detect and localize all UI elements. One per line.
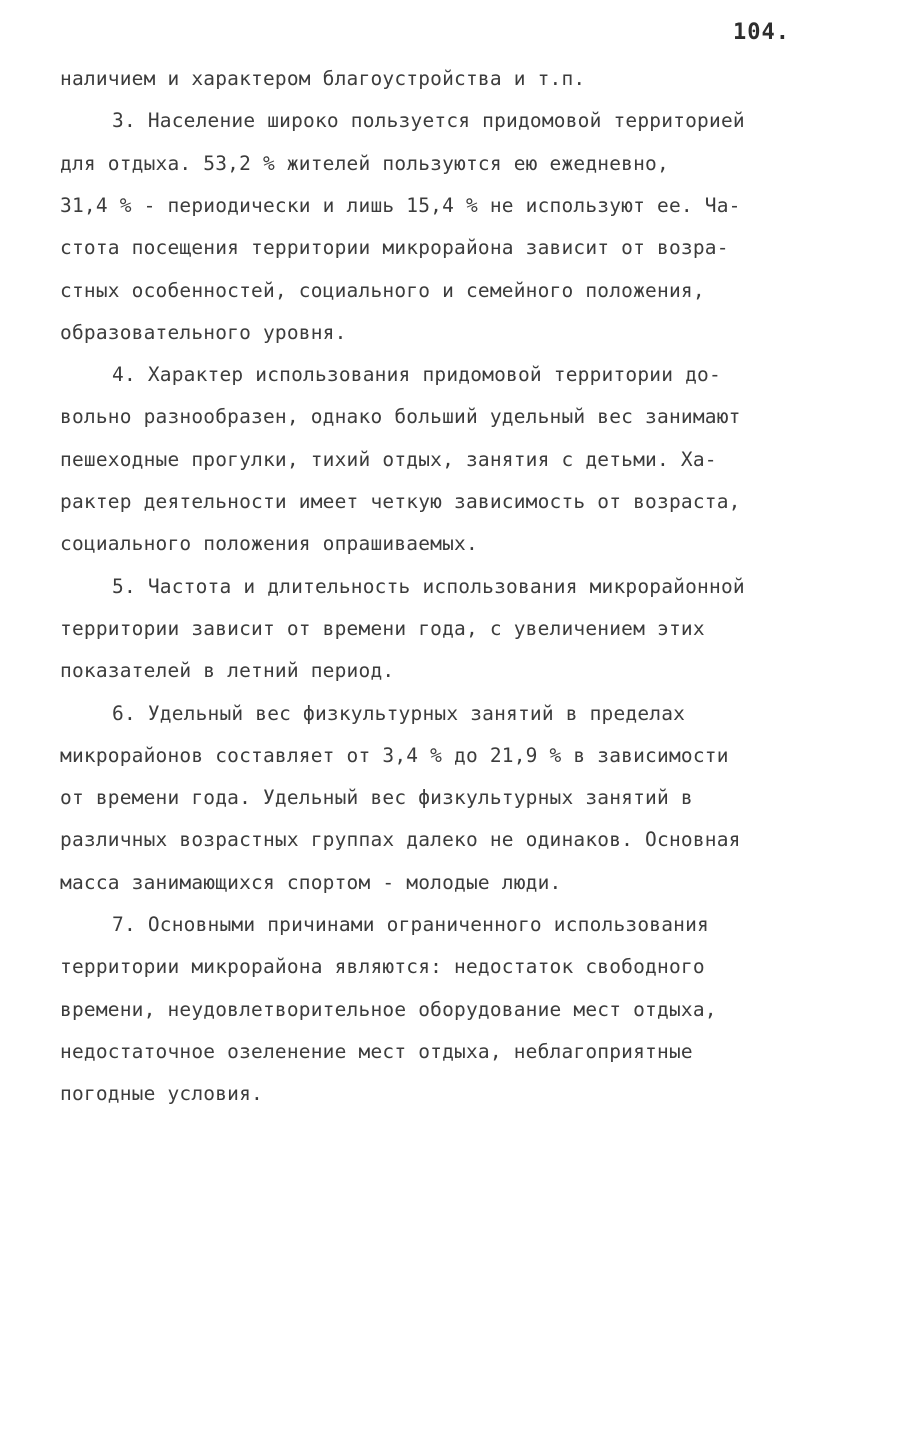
text-line: различных возрастных группах далеко не одинаков. Основная	[60, 828, 741, 852]
text-line: вольно разнообразен, однако больший удельный вес занимают	[60, 405, 741, 429]
text-line: стных особенностей, социального и семейного положения,	[60, 278, 705, 302]
text-line: 5. Частота и длительность использования микрорайонной	[112, 574, 745, 598]
text-line: погодные условия.	[60, 1082, 263, 1106]
text-line: 7. Основными причинами ограниченного использования	[112, 913, 709, 936]
text-line: наличием и характером благоустройства и т.п.	[60, 67, 586, 90]
text-line: для отдыха. 53,2 % жителей пользуются ею ежедневно,	[60, 151, 669, 175]
text-line: территории зависит от времени года, с увеличением этих	[60, 616, 705, 640]
text-line: пешеходные прогулки, тихий отдых, занятия с детьми. Ха-	[60, 447, 717, 471]
text-line: 4. Характер использования придомовой территории до-	[112, 363, 721, 387]
text-line: показателей в летний период.	[60, 659, 395, 683]
text-line: от времени года. Удельный вес физкультурных занятий в	[60, 786, 693, 810]
text-line: недостаточное озеленение мест отдыха, неблагоприятные	[60, 1039, 693, 1063]
text-line: стота посещения территории микрорайона зависит от возра-	[60, 236, 729, 260]
text-line: рактер деятельности имеет четкую зависимость от возраста,	[60, 490, 741, 513]
page-number: 104.	[733, 20, 790, 45]
text-line: 31,4 % - периодически и лишь 15,4 % не используют ее. Ча-	[60, 193, 741, 217]
text-line: времени, неудовлетворительное оборудование мест отдыха,	[60, 997, 717, 1021]
text-line: территории микрорайона являются: недостаток свободного	[60, 955, 705, 979]
text-line: микрорайонов составляет от 3,4 % до 21,9 % в зависимости	[60, 743, 729, 767]
text-line: масса занимающихся спортом - молодые люди.	[60, 870, 562, 894]
text-line: 3. Население широко пользуется придомовой территорией	[112, 109, 745, 133]
text-line: 6. Удельный вес физкультурных занятий в пределах	[112, 701, 686, 725]
text-line: образовательного уровня.	[60, 320, 347, 344]
text-line: социального положения опрашиваемых.	[60, 532, 478, 556]
